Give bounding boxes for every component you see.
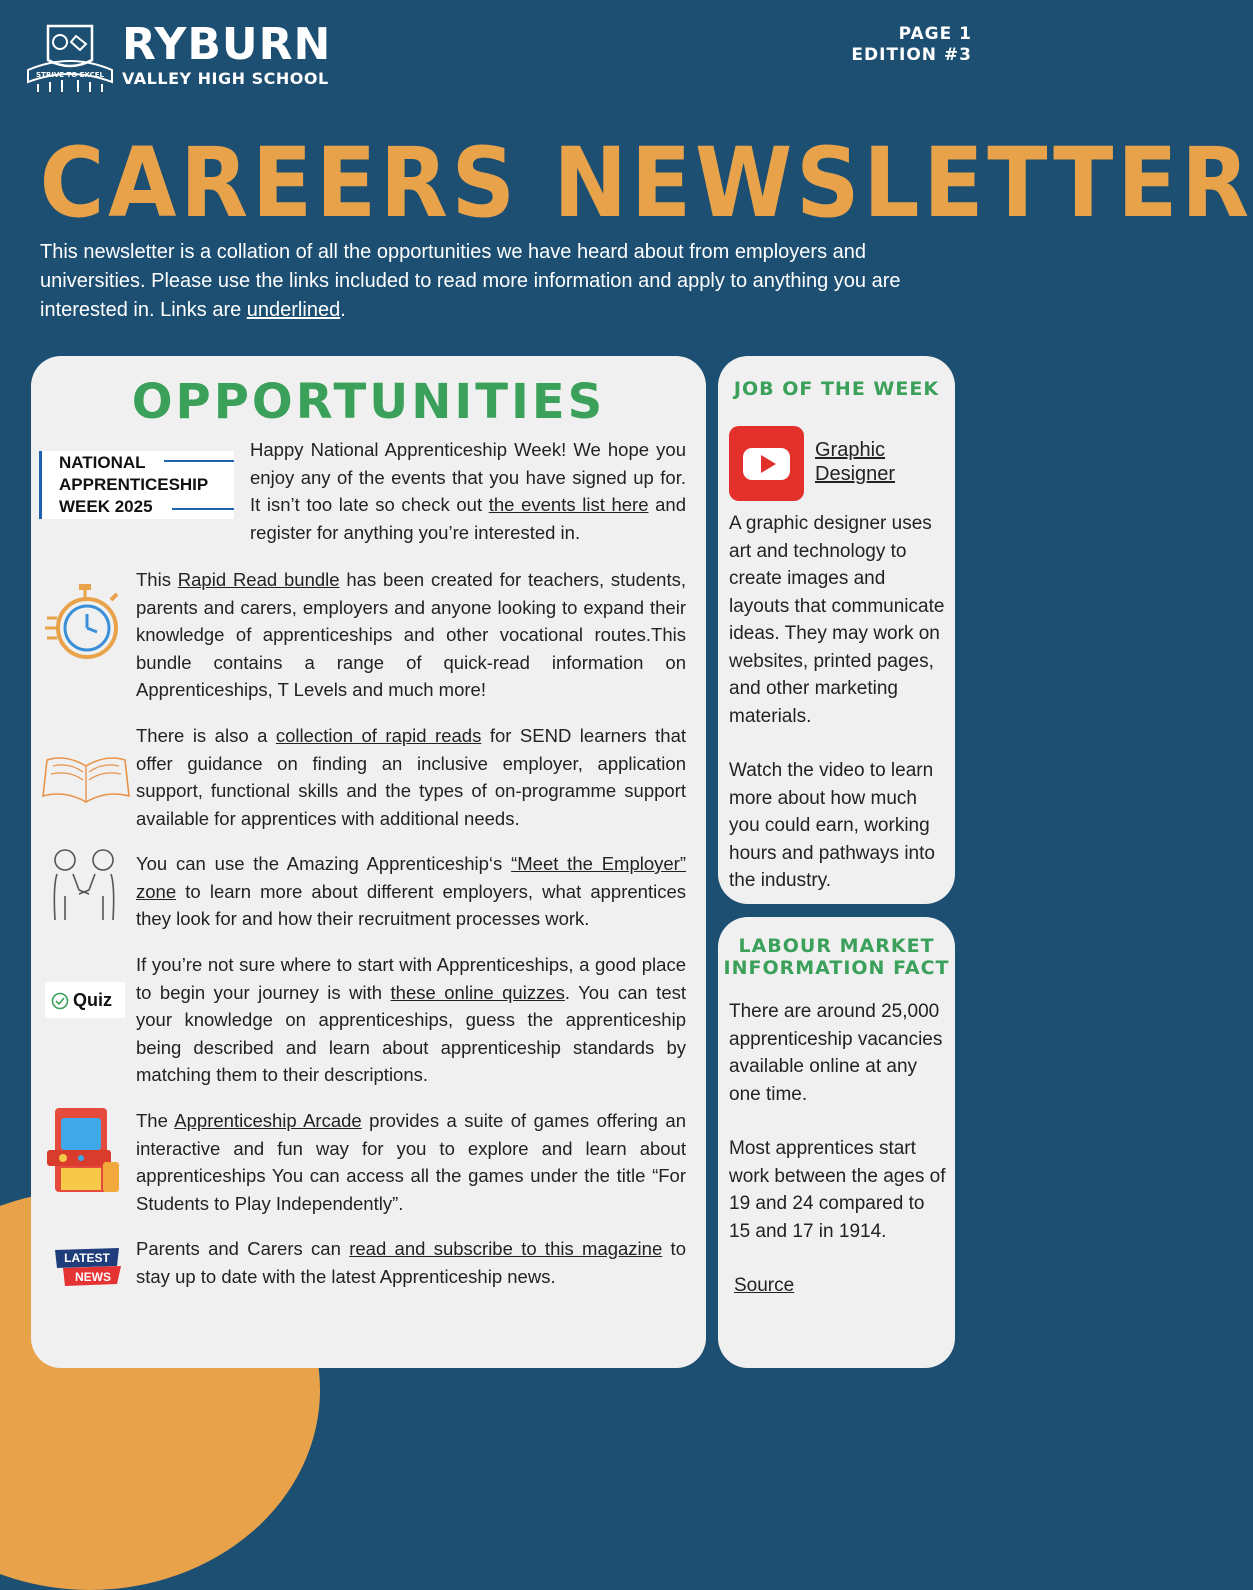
p1-text-end: and register for anything you’re interested in. <box>250 494 686 543</box>
opportunity-send-reads <box>136 722 686 832</box>
job-of-the-week-card <box>718 356 955 904</box>
opportunities-card <box>31 356 706 1368</box>
job-link-line-1: Graphic <box>815 439 886 461</box>
graphic-designer-link[interactable] <box>815 438 895 486</box>
lmi-fact-ages: Most apprentices start work between the ages of 19 and 24 compared to 15 and 17 in 1914. <box>729 1138 946 1242</box>
p1-text: Happy National Apprenticeship Week! We hope you enjoy any of the events that you have signed up for. It isn’t too late so check out <box>250 439 686 515</box>
logo-line-3: WEEK 2025 <box>59 497 153 516</box>
logo-line-bottom <box>172 508 234 510</box>
school-crest-logo <box>24 22 116 94</box>
check-circle-icon <box>51 992 69 1010</box>
opportunity-arcade <box>136 1107 686 1217</box>
p6-text: The <box>136 1110 175 1131</box>
job-of-the-week-title: JOB OF THE WEEK <box>733 378 940 400</box>
lmi-title-line-1: LABOUR MARKET <box>738 935 935 957</box>
apprenticeship-arcade-link[interactable]: Apprenticeship Arcade <box>174 1110 362 1131</box>
p5-text: If you’re not sure where to start with Apprenticeships, a good place to begin your journey is with <box>136 954 686 1003</box>
intro-link-example: underlined <box>246 299 341 321</box>
source-link[interactable]: Source <box>734 1275 795 1296</box>
newsletter-title: CAREERS NEWSLETTER <box>39 127 1253 239</box>
p3-text-end: for SEND learners that offer guidance on finding an inclusive employer, application support, functional skills and the types of on-programme support available for apprentices with additional needs. <box>136 725 686 829</box>
latest-news-icon <box>53 1246 123 1292</box>
page-number: PAGE 1 <box>898 24 972 44</box>
stopwatch-icon <box>45 582 123 664</box>
logo-line-2: APPRENTICESHIP <box>59 475 209 494</box>
p4-text: You can use the Amazing Apprenticeship‘s <box>136 853 512 874</box>
meet-the-employer-link[interactable]: “Meet the Employer” zone <box>136 853 687 902</box>
subscribe-magazine-link[interactable]: read and subscribe to this magazine <box>349 1238 663 1259</box>
svg-text:STRIVE TO EXCEL: STRIVE TO EXCEL <box>36 71 104 79</box>
labour-market-card <box>718 917 955 1368</box>
logo-line-1: NATIONAL <box>59 453 146 472</box>
rapid-reads-collection-link[interactable]: collection of rapid reads <box>275 725 482 746</box>
intro-text <box>40 238 952 325</box>
national-apprenticeship-week-logo <box>39 451 234 519</box>
opportunity-magazine <box>136 1235 686 1290</box>
job-description: A graphic designer uses art and technology to create images and layouts that communicate ideas. They may work on websites, printed pages, and other marketing materials. <box>729 513 945 727</box>
page-meta <box>851 24 972 66</box>
job-link-line-2: Designer <box>815 463 896 485</box>
svg-text:LATEST: LATEST <box>64 1251 110 1265</box>
school-name-title: RYBURN <box>122 19 332 70</box>
logo-line-top <box>164 460 234 462</box>
lmi-title-line-2: INFORMATION FACT <box>723 957 950 979</box>
online-quizzes-link[interactable]: these online quizzes <box>390 981 565 1003</box>
p6-text-end: provides a suite of games offering an interactive and fun way for you to explore and learn about apprenticeships You can access all the games under the title “For Students to Play Independently”. <box>136 1110 686 1214</box>
opportunity-nat-week <box>250 436 686 546</box>
events-list-link[interactable]: the events list here <box>488 494 649 515</box>
youtube-icon[interactable] <box>729 426 804 501</box>
job-video-note: Watch the video to learn more about how much you could earn, working hours and pathways into the industry. <box>729 760 935 891</box>
p2-text: This <box>136 569 178 590</box>
lmi-fact-vacancies: There are around 25,000 apprenticeship vacancies available online at any one time. <box>729 1001 943 1105</box>
intro-body: This newsletter is a collation of all the opportunities we have heard about from employers and universities. Please use the links included to read more information and apply to anything you are interested in. Links are <box>40 241 901 321</box>
open-book-icon <box>41 752 131 806</box>
p4-text-end: to learn more about different employers, what apprentices they look for and how their recruitment processes work. <box>136 880 686 929</box>
opportunities-title: OPPORTUNITIES <box>131 374 606 430</box>
rapid-read-bundle-link[interactable]: Rapid Read bundle <box>177 569 340 590</box>
p3-text: There is also a <box>136 725 276 746</box>
arcade-machine-icon <box>41 1106 123 1196</box>
p2-text-end: has been created for teachers, students, parents and carers, employers and anyone looking to expand their knowledge of apprenticeships and other vocational routes.This bundle contains a range of quick-read information on Apprenticeships, T Levels and much more! <box>136 569 686 700</box>
p7-text-end: to stay up to date with the latest Apprenticeship news. <box>136 1238 686 1287</box>
quiz-badge <box>45 982 125 1018</box>
p7-text: Parents and Carers can <box>136 1238 350 1259</box>
opportunity-quizzes <box>136 951 686 1089</box>
svg-text:NEWS: NEWS <box>75 1270 111 1284</box>
opportunity-meet-employer <box>136 850 686 933</box>
school-name-subtitle: VALLEY HIGH SCHOOL <box>122 69 329 88</box>
logo-bar <box>39 451 42 519</box>
edition-number: EDITION #3 <box>851 45 972 65</box>
youtube-play-icon <box>729 426 804 501</box>
school-name <box>122 19 332 88</box>
quiz-label: Quiz <box>73 990 112 1010</box>
handshake-icon <box>49 846 119 922</box>
intro-end: . <box>340 299 346 321</box>
opportunity-rapid-read <box>136 566 686 704</box>
p5-text-end: . You can test your knowledge on apprenticeships, guess the apprenticeship being described and learn about apprenticeship standards by matching them to their descriptions. <box>136 981 687 1085</box>
